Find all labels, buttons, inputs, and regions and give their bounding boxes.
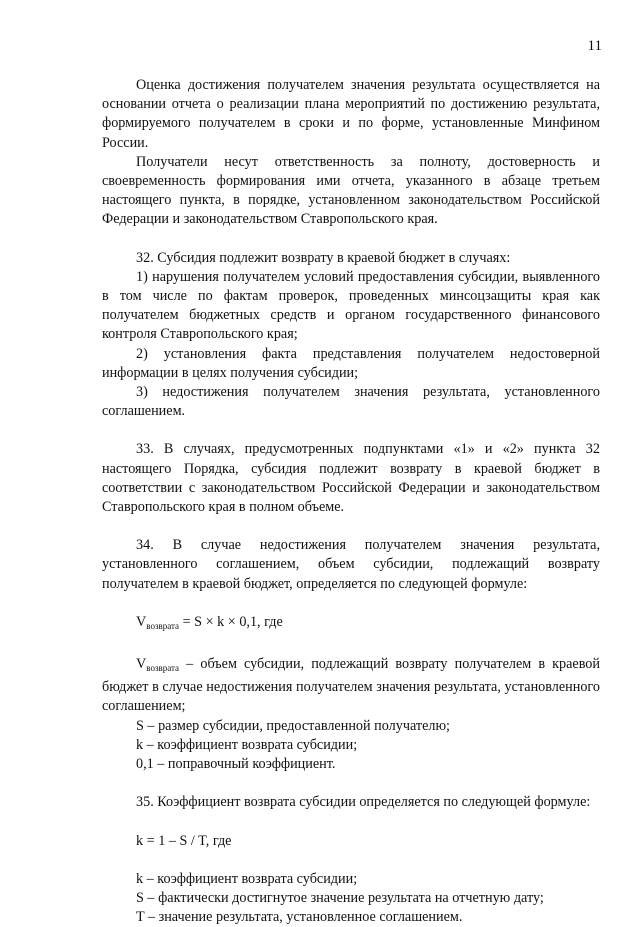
definition-v-symbol: V [136, 656, 147, 673]
definition-correction: 0,1 – поправочный коэффициент. [136, 756, 336, 773]
formula-expression: = S × k × 0,1, где [179, 613, 283, 630]
document-body [102, 76, 600, 927]
section-32-item-1: 1) нарушения получателем условий предоставления субсидии, выявленного в том числе по фактам проверок, проведенных минсоцзащиты края как получателем бюджетных средств и органом государственного финансового контроля Ставропольского края; [102, 268, 600, 343]
definition-v-subscript: возврата [146, 663, 180, 674]
section-32-item-2: 2) установления факта представления получателем недостоверной информации в целях получения субсидии; [102, 345, 600, 381]
definition-k-2: k – коэффициент возврата субсидии; [136, 870, 358, 887]
section-32-intro: 32. Субсидия подлежит возврату в краевой бюджет в случаях: [136, 249, 511, 266]
definition-s: S – размер субсидии, предоставленной получателю; [136, 717, 451, 734]
section-32-item-3: 3) недостижения получателем значения результата, установленного соглашением. [102, 384, 600, 420]
coefficient-formula: k = 1 – S / T, где [136, 832, 232, 849]
section-35-intro: 35. Коэффициент возврата субсидии определяется по следующей формуле: [136, 794, 591, 811]
definition-t: T – значение результата, установленное соглашением. [136, 909, 463, 926]
formula-subscript: возврата [146, 620, 180, 631]
refund-formula [102, 613, 600, 636]
section-34-intro: 34. В случае недостижения получателем значения результата, установленного соглашением, объем субсидии, подлежащий возврату получателем в краевой бюджет, определяется по следующей формуле: [102, 537, 600, 592]
paragraph-result-assessment: Оценка достижения получателем значения результата осуществляется на основании отчета о реализации плана мероприятий по достижению результата, формируемого получателем в сроки и по форме, установленные Минфином России. [102, 77, 600, 151]
definition-s-2: S – фактически достигнутое значение результата на отчетную дату; [136, 889, 544, 906]
paragraph-responsibility: Получатели несут ответственность за полноту, достоверность и своевременность формирования ими отчета, указанного в абзаце третьем настоящего пункта, в порядке, установленном законодательством Российской Федерации и законодательством Ставропольского края. [102, 153, 600, 228]
definition-v [102, 655, 600, 717]
formula-symbol-v: V [136, 613, 147, 630]
definition-v-text: – объем субсидии, подлежащий возврату получателем в краевой бюджет в случае недостижения получателем значения результата, установленного соглашением; [102, 656, 600, 715]
definition-k: k – коэффициент возврата субсидии; [136, 736, 358, 753]
section-33: 33. В случаях, предусмотренных подпунктами «1» и «2» пункта 32 настоящего Порядка, субсидия подлежит возврату в краевой бюджет в соответствии с законодательством Российской Федерации и законодательством Ставропольского края в полном объеме. [102, 441, 600, 516]
page-number: 11 [587, 38, 602, 54]
